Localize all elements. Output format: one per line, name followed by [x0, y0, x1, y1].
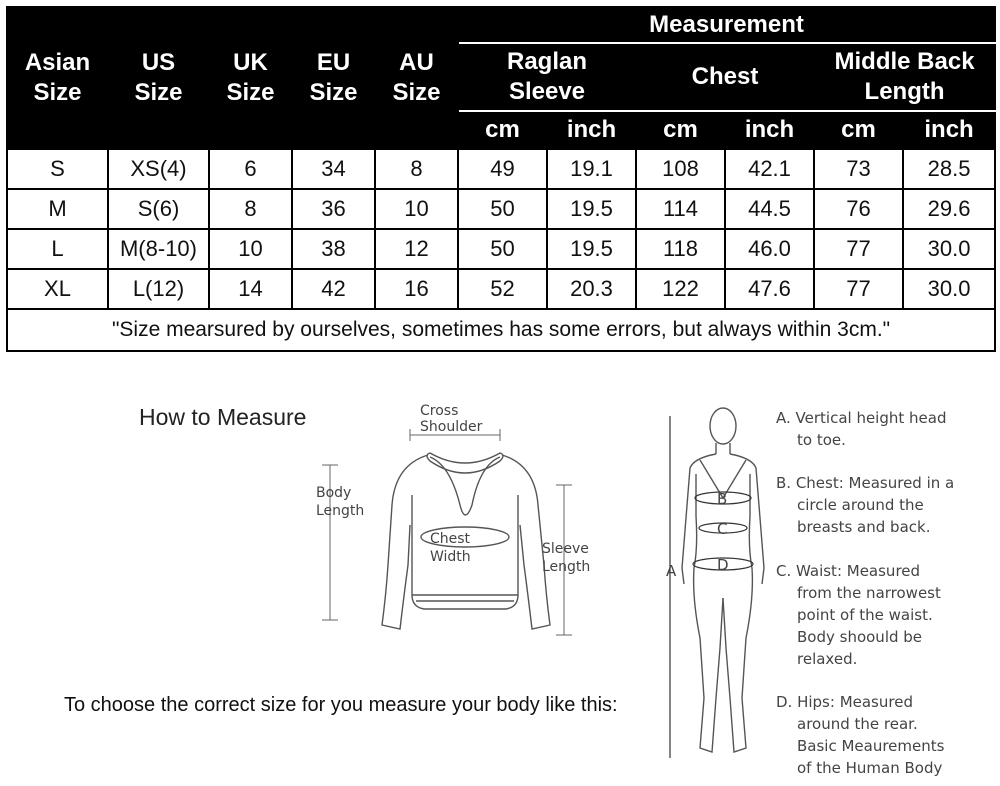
table-cell: 108	[636, 149, 725, 189]
legend-line: A. Vertical height head	[776, 409, 947, 427]
table-cell: 19.5	[547, 229, 636, 269]
header-au-size: AU Size	[375, 7, 458, 149]
table-cell: 77	[814, 229, 903, 269]
legend-line: B. Chest: Measured in a	[776, 474, 955, 492]
legend-line: around the rear.	[797, 715, 918, 733]
table-cell: 29.6	[903, 189, 995, 229]
legend-line: D. Hips: Measured	[776, 693, 913, 711]
chest-width-label: Chest	[430, 531, 471, 547]
legend-c	[776, 560, 941, 670]
table-cell: 44.5	[725, 189, 814, 229]
legend-line: Body shoould be	[797, 628, 923, 646]
table-cell: 122	[636, 269, 725, 309]
legend-line: breasts and back.	[797, 518, 931, 536]
table-cell: XS(4)	[108, 149, 209, 189]
table-cell: 42.1	[725, 149, 814, 189]
note-row	[7, 309, 995, 351]
table-cell: L(12)	[108, 269, 209, 309]
table-cell: M	[7, 189, 108, 229]
header-chest: Chest	[636, 43, 814, 111]
table-cell: 6	[209, 149, 292, 189]
legend-a	[776, 407, 946, 451]
table-cell: 77	[814, 269, 903, 309]
table-cell: 42	[292, 269, 375, 309]
size-chart-table	[6, 6, 996, 352]
table-cell: 38	[292, 229, 375, 269]
header-unit-cm: cm	[814, 111, 903, 149]
table-cell: 50	[458, 189, 547, 229]
table-cell: XL	[7, 269, 108, 309]
table-cell: 14	[209, 269, 292, 309]
legend-line: C. Waist: Measured	[776, 562, 921, 580]
table-row	[7, 149, 995, 189]
header-unit-inch: inch	[903, 111, 995, 149]
human-body-icon	[682, 408, 764, 752]
table-cell: 47.6	[725, 269, 814, 309]
table-cell: 49	[458, 149, 547, 189]
table-cell: 76	[814, 189, 903, 229]
table-cell: 36	[292, 189, 375, 229]
legend-line: point of the waist.	[797, 606, 933, 624]
table-cell: 28.5	[903, 149, 995, 189]
marker-a: A	[666, 562, 677, 580]
table-cell: 30.0	[903, 269, 995, 309]
legend-line: of the Human Body	[797, 759, 943, 777]
how-to-measure-title: How to Measure	[139, 404, 307, 430]
header-unit-cm: cm	[458, 111, 547, 149]
chest-width-label: Width	[430, 549, 471, 565]
sweater-diagram	[300, 395, 610, 655]
legend-line: Basic Meaurements	[797, 737, 945, 755]
header-unit-inch: inch	[725, 111, 814, 149]
body-figure-diagram	[660, 398, 770, 778]
table-cell: 114	[636, 189, 725, 229]
table-cell: M(8-10)	[108, 229, 209, 269]
table-cell: 30.0	[903, 229, 995, 269]
marker-b: B	[717, 490, 728, 508]
table-cell: 8	[375, 149, 458, 189]
header-asian-size: Asian Size	[7, 7, 108, 149]
table-cell: 10	[375, 189, 458, 229]
body-length-label: Length	[316, 503, 365, 519]
table-cell: 19.5	[547, 189, 636, 229]
legend-line: from the narrowest	[797, 584, 941, 602]
table-cell: 19.1	[547, 149, 636, 189]
table-cell: 34	[292, 149, 375, 189]
table-cell: 12	[375, 229, 458, 269]
cross-shoulder-label: Shoulder	[420, 419, 483, 435]
table-cell: S(6)	[108, 189, 209, 229]
table-row	[7, 229, 995, 269]
table-cell: 118	[636, 229, 725, 269]
legend-line: relaxed.	[797, 650, 858, 668]
header-uk-size: UK Size	[209, 7, 292, 149]
header-unit-cm: cm	[636, 111, 725, 149]
table-row	[7, 189, 995, 229]
table-cell: 46.0	[725, 229, 814, 269]
header-middle-back-length: Middle Back Length	[814, 43, 995, 111]
body-length-label: Body	[316, 485, 352, 501]
header-unit-inch: inch	[547, 111, 636, 149]
table-cell: L	[7, 229, 108, 269]
measure-rings	[670, 416, 753, 758]
table-cell: 50	[458, 229, 547, 269]
legend-line: to toe.	[797, 431, 846, 449]
table-cell: 10	[209, 229, 292, 269]
table-cell: 8	[209, 189, 292, 229]
header-us-size: US Size	[108, 7, 209, 149]
legend-b	[776, 472, 954, 538]
table-cell: S	[7, 149, 108, 189]
header-eu-size: EU Size	[292, 7, 375, 149]
table-row	[7, 269, 995, 309]
legend-line: circle around the	[797, 496, 924, 514]
marker-c: C	[717, 520, 728, 538]
table-cell: 20.3	[547, 269, 636, 309]
legend-d	[776, 691, 944, 779]
cross-shoulder-label: Cross	[420, 403, 459, 419]
sleeve-length-label: Length	[542, 559, 591, 575]
sleeve-length-label: Sleeve	[542, 541, 589, 557]
table-cell: 73	[814, 149, 903, 189]
marker-d: D	[717, 556, 729, 574]
table-cell: 16	[375, 269, 458, 309]
table-cell: 52	[458, 269, 547, 309]
measurement-note: "Size mearsured by ourselves, sometimes has some errors, but always within 3cm."	[7, 309, 995, 351]
header-measurement: Measurement	[458, 7, 995, 43]
measure-instruction: To choose the correct size for you measure your body like this:	[64, 694, 618, 716]
header-raglan-sleeve: Raglan Sleeve	[458, 43, 636, 111]
